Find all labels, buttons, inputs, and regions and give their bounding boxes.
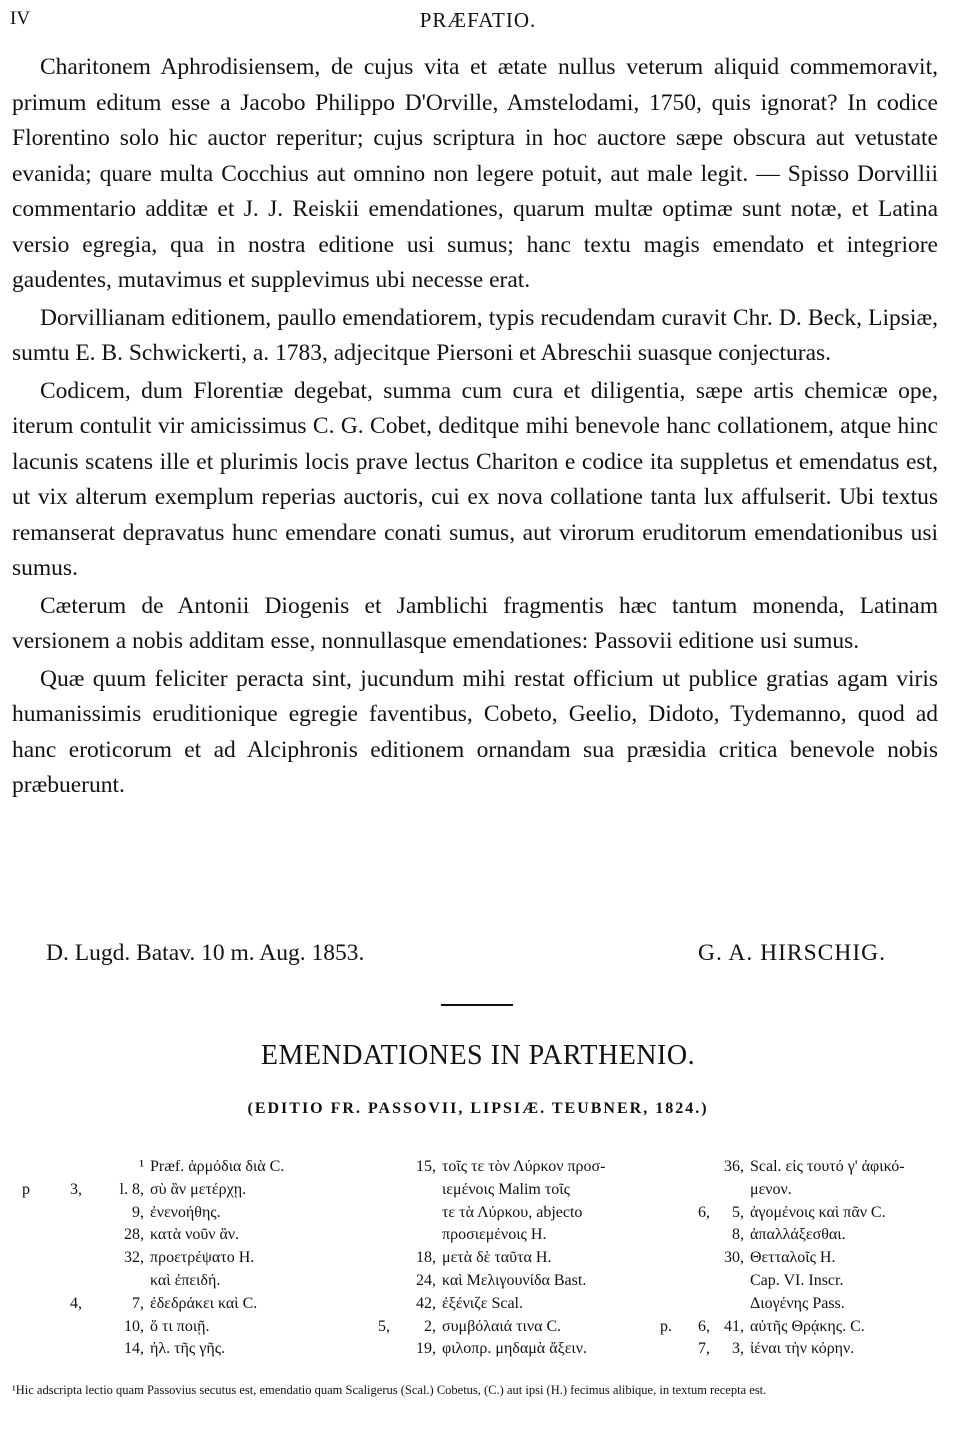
section-title: EMENDATIONES IN PARTHENIO. [260,1040,696,1071]
signature-author: G. A. HIRSCHIG. [697,940,886,966]
emendation-entry: 4, 7, ἐδεδράκει καὶ C. [70,1294,258,1312]
emendation-entry: 7, 3, ἰέναι τὴν κόρην. [698,1340,855,1358]
emendation-entry: 10, ὅ τι ποιῇ. [124,1317,210,1335]
preface-paragraph: Dorvillianam editionem, paullo emendatiorem, typis recudendam curavit Chr. D. Beck, Lipsiæ, sumtu E. B. Schwickerti, a. 1783, adjecitque Piersoni et Abreschii suasque conjecturas. [12,304,938,366]
emendation-entry: 28, κατὰ νοῦν ἂν. [124,1226,240,1244]
page-header [10,8,946,38]
emendation-entry: 32, προετρέψατο H. [124,1249,255,1267]
emendation-entry: ιεμένοις Malim τοῖς [442,1180,570,1198]
emendation-entry: 14, ἠλ. τῆς γῆς. [124,1340,226,1358]
emendation-entry: 6, 5, ἀγομένοις καὶ πᾶν C. [698,1203,886,1221]
emendation-entry: καὶ ἐπειδή. [150,1271,221,1289]
preface-paragraph: Cæterum de Antonii Diogenis et Jamblichi fragmentis hæc tantum monenda, Latinam versionem a nobis additam esse, nonnullasque emendationes: Passovii editione usi sumus. [12,592,938,654]
preface-paragraph: Codicem, dum Florentiæ degebat, summa cum cura et diligentia, sæpe artis chemicæ ope, iterum contulit vir amicissimus C. G. Cobet, deditque mihi benevole hanc collationem, atque hinc lacunis scatens ille et plurimis locis prave lectus Chariton e codice ita suppletus et emendatus est, ut vix alterum exemplum reperias auctoris, cui ex nova collatione tanta lux affulserit. Ubi textus remanserat depravatus hunc emendare conati sumus, aut virorum eruditorum emendationibus usi sumus. [12,377,938,581]
emendation-entry: Cap. VI. Inscr. [750,1271,844,1289]
emendation-entry: προσιεμένοις H. [442,1226,547,1244]
emendation-entry: 9, ἐνενοήθης. [132,1203,221,1221]
emendation-entry: μενον. [750,1180,792,1198]
emendation-entry: 8, ἀπαλλάξεσθαι. [732,1226,846,1244]
emendation-column-3 [660,1156,950,1361]
emendation-entry: 24, καὶ Μελιγουνίδα Bast. [416,1271,587,1289]
emendation-entry: 19, φιλοπρ. μηδαμὰ ἄξειν. [416,1340,587,1358]
section-divider [441,1004,513,1006]
preface-body [12,50,938,806]
preface-paragraph: Charitonem Aphrodisiensem, de cujus vita et ætate nullus veterum aliquid commemoravit, primum editum esse a Jacobo Philippo D'Orville, Amstelodami, 1750, quis ignorat? In codice Florentino solo hic auctor reperitur; cujus scriptura in hoc auctore sæpe obscura aut vetustate evanida; quare multa Cocchius aut omnino non legere potuit, aut male legit. — Spisso Dorvillii commentario additæ et J. J. Reiskii emendationes, quarum multæ optimæ sunt notæ, et Latina versio egregia, qua in nostra editione usi sumus; hanc textu magis emendato et integriore gaudentes, mutavimus et supplevimus ubi necesse erat. [12,54,938,293]
signature-line [46,940,886,976]
running-title: PRÆFATIO. [419,8,537,32]
emendation-entry: 42, ἐξένιζε Scal. [416,1294,523,1312]
emendation-entry: τε τὰ Λύρκου, abjecto [442,1203,583,1221]
emendation-entry: p. 6, 41, αὐτῆς Θρᾴκης. C. [660,1317,865,1335]
emendation-entry: 18, μετὰ δὲ ταῦτα H. [416,1249,552,1267]
edition-note: (EDITIO FR. PASSOVII, LIPSIÆ. TEUBNER, 1824.) [247,1100,709,1117]
emendation-entry: Διογένης Pass. [750,1294,845,1312]
page-number: IV [10,8,31,29]
emendation-column-1 [22,1156,352,1361]
emendation-entry: p 3, l. 8, σὺ ἂν μετέρχῃ. [22,1180,247,1198]
emendation-entry: 30, Θετταλοῖς H. [724,1249,836,1267]
emendation-entry: ¹ Præf. ἁρμόδια διὰ C. [139,1158,285,1175]
preface-paragraph: Quæ quum feliciter peracta sint, jucundum mihi restat officium ut publice gratias agam viris humanissimis eruditionique egregie faventibus, Cobeto, Geelio, Didoto, Tydemanno, quod ad hanc eroticorum et ad Alciphronis editionem ornandam sua præsidia critica benevole nobis præbuerunt. [12,665,938,798]
emendation-entry: 5, 2, συμβόλαιά τινα C. [378,1317,562,1335]
emendation-column-2 [360,1156,660,1361]
emendation-entry: 36, Scal. εἰς τουτό γ' ἀφικό- [724,1158,905,1175]
signature-date: D. Lugd. Batav. 10 m. Aug. 1853. [46,940,365,966]
footnote: ¹Hic adscripta lectio quam Passovius secutus est, emendatio quam Scaligerus (Scal.) Cobetus, (C.) aut ipsi (H.) fecimus alibique, in textum recepta est. [12,1383,767,1397]
emendation-entry: 15, τοῖς τε τὸν Λύρκον προσ- [416,1158,606,1175]
